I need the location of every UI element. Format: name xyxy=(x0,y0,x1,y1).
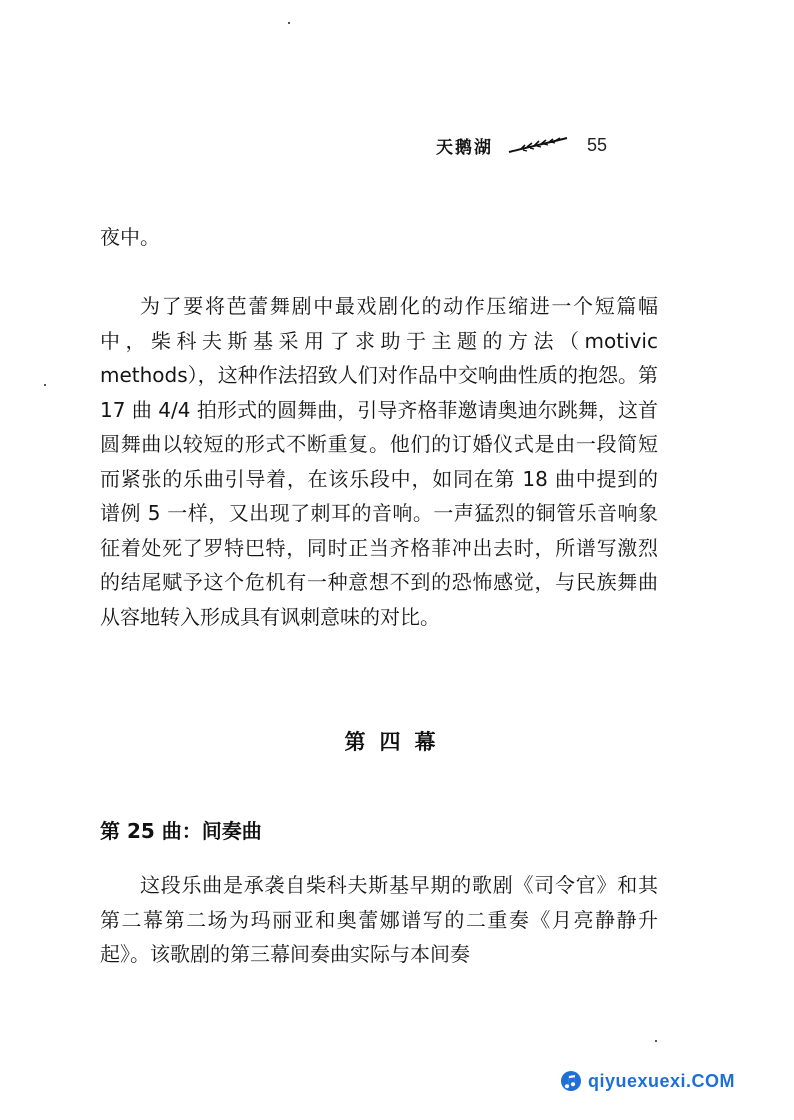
running-title: 天鹅湖 xyxy=(436,137,493,158)
main-text: 为了要将芭蕾舞剧中最戏剧化的动作压缩进一个短篇幅中，柴科夫斯基采用了求助于主题的方法（motivic methods），这种作法招致人们对作品中交响曲性质的抱怨。第 17 曲 4/4 拍形式的圆舞曲，引导齐格菲邀请奥迪尔跳舞，这首圆舞曲以较短的形式不断重复。他们的订婚仪式是由一段简短而紧张的乐曲引导着，在该乐段中，如同在第 18 曲中提到的谱例 5 一样，又出现了刺耳的音响。一声猛烈的铜管乐音响象征着处死了罗特巴特，同时正当齐格菲冲出去时，所谱写激烈的结尾赋予这个危机有一种意想不到的恐怖感觉，与民族舞曲从容地转入形成具有讽刺意味的对比。 xyxy=(100,294,658,629)
page-number: 55 xyxy=(587,134,608,155)
continuation-paragraph xyxy=(100,220,658,255)
running-header xyxy=(436,130,696,160)
watermark-text: qiyuexuexi.COM xyxy=(588,1070,736,1091)
scan-speck xyxy=(288,22,290,24)
feather-ornament-icon xyxy=(507,136,569,154)
main-paragraph xyxy=(100,289,658,634)
music-note-icon xyxy=(560,1070,582,1092)
section-paragraph xyxy=(100,868,658,972)
continuation-text: 夜中。 xyxy=(100,225,160,249)
section-text: 这段乐曲是承袭自柴科夫斯基早期的歌剧《司令官》和其第二幕第二场为玛丽亚和奥蕾娜谱写的二重奏《月亮静静升起》。该歌剧的第三幕间奏曲实际与本间奏 xyxy=(100,873,658,966)
scan-speck xyxy=(44,384,46,386)
scan-speck xyxy=(655,1040,657,1042)
act-heading: 第四幕 xyxy=(344,729,450,754)
site-watermark xyxy=(560,1070,735,1092)
section-heading: 第 25 曲：间奏曲 xyxy=(100,819,262,843)
